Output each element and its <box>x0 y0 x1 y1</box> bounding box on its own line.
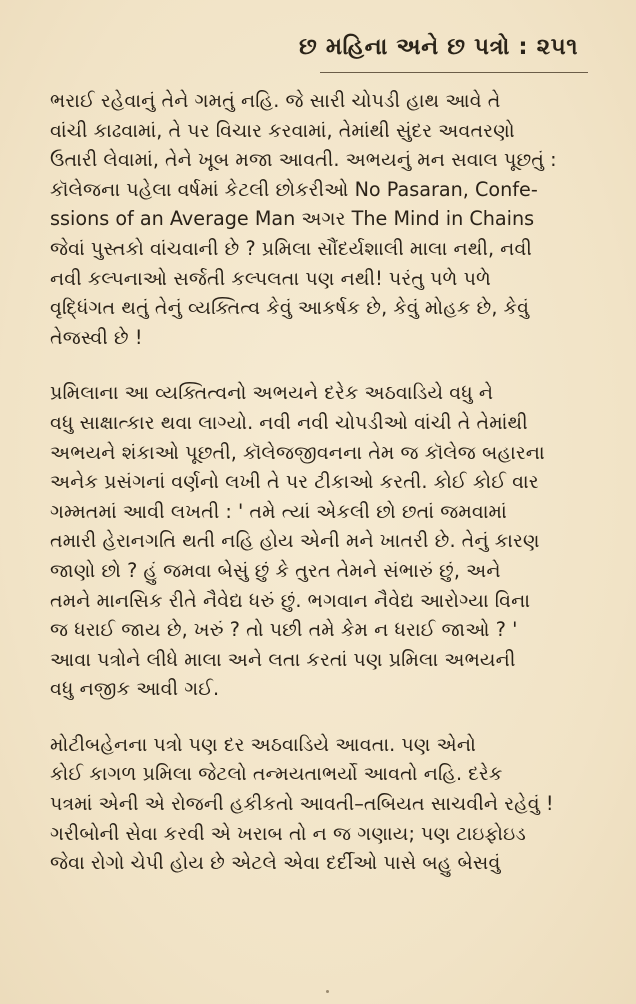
text-line: પ્રમિલાના આ વ્યક્તિત્વનો અભયને દરેક અઠવાડિયે વધુ ને <box>50 381 494 405</box>
text-line: વધુ સાક્ષાત્કાર થવા લાગ્યો. નવી નવી ચોપડીઓ વાંચી તે તેમાંથી <box>50 410 528 434</box>
paragraph-1 <box>50 86 586 352</box>
body-text <box>50 86 586 878</box>
text-line: અભયને શંકાઓ પૂછતી, કૉલેજજીવનના તેમ જ કૉલેજ બહારના <box>50 440 545 464</box>
paragraph-2 <box>50 378 586 704</box>
text-line: જેવા રોગો ચેપી હોય છે એટલે એવા દર્દીઓ પાસે બહુ બેસવું <box>50 851 501 875</box>
text-line: તમને માનસિક રીતે નૈવેદ્ય ધરું છું. ભગવાન નૈવેદ્ય આરોગ્યા વિના <box>50 588 531 612</box>
text-line: ગરીબોની સેવા કરવી એ ખરાબ તો ન જ ગણાય; પણ ટાઇફોઇડ <box>50 821 526 845</box>
text-line: ssions of an Average Man અગર The Mind in Chains <box>50 207 535 231</box>
text-line: તમારી હેરાનગતિ થતી નહિ હોય એની મને ખાતરી છે. તેનું કારણ <box>50 529 540 553</box>
text-line: ભરાઈ રહેવાનું તેને ગમતું નહિ. જે સારી ચોપડી હાથ આવે તે <box>50 89 501 112</box>
text-line: જેવાં પુસ્તકો વાંચવાની છે ? પ્રમિલા સૌંદર્યશાલી માલા નથી, નવી <box>50 236 532 260</box>
text-line: વૃદ્ધિંગત થતું તેનું વ્યક્તિત્વ કેવું આકર્ષક છે, કેવું મોહક છે, કેવું <box>50 296 530 320</box>
text-line: જ ધરાઈ જાય છે, ખરું ? તો પછી તમે કેમ ન ધરાઈ જાઓ ? ' <box>50 618 518 642</box>
paragraph-gap <box>50 352 586 378</box>
text-line: નવી કલ્પનાઓ સર્જતી કલ્પલતા પણ નથી! પરંતુ પળે પળે <box>50 266 492 290</box>
text-line: ઉતારી લેવામાં, તેને ખૂબ મજા આવતી. અભયનું મન સવાલ પૂછતું : <box>50 148 557 172</box>
text-line: મોટીબહેનના પત્રો પણ દર અઠવાડિયે આવતા. પણ એનો <box>50 732 476 756</box>
text-line: વાંચી કાઢવામાં, તે પર વિચાર કરવામાં, તેમાંથી સુંદર અવતરણો <box>50 118 515 142</box>
paragraph-gap <box>50 704 586 730</box>
text-line: કોઈ કાગળ પ્રમિલા જેટલો તન્મયતાભર્યો આવતો નહિ. દરેક <box>50 762 503 786</box>
running-head: છ મહિના અને છ પત્રો : ૨૫૧ <box>299 34 578 60</box>
text-line: જાણો છો ? હું જમવા બેસું છું કે તુરત તેમને સંભારું છું, અને <box>50 558 501 582</box>
text-line: આવા પત્રોને લીધે માલા અને લતા કરતાં પણ પ્રમિલા અભયની <box>50 647 516 671</box>
text-line: ગમ્મતમાં આવી લખતી : ' તમે ત્યાં એકલી છો છતાં જમવામાં <box>50 499 507 523</box>
text-line: અનેક પ્રસંગનાં વર્ણનો લખી તે પર ટીકાઓ કરતી. કોઈ કોઈ વાર <box>50 470 539 494</box>
paragraph-3 <box>50 730 586 878</box>
page-speck <box>326 990 329 993</box>
text-line: વધુ નજીક આવી ગઈ. <box>50 677 220 701</box>
text-line: તેજસ્વી છે ! <box>50 325 143 349</box>
text-line: પત્રમાં એની એ રોજની હકીકતો આવતી–તબિયત સાચવીને રહેવું ! <box>50 792 554 816</box>
text-line: કૉલેજના પહેલા વર્ષમાં કેટલી છોકરીઓ No Pasaran, Confe- <box>50 177 538 201</box>
header-rule <box>320 72 588 73</box>
